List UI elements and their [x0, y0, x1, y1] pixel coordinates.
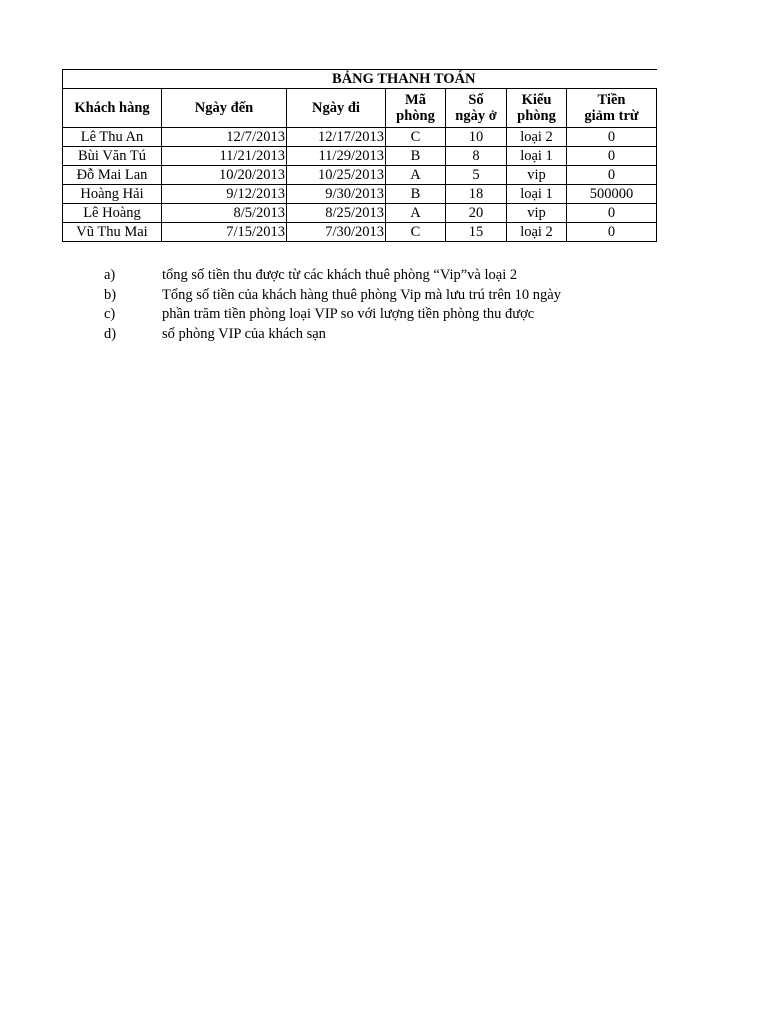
cell-room-code[interactable]: C	[386, 223, 446, 242]
cell-discount[interactable]: 0	[567, 223, 657, 242]
list-item	[104, 305, 561, 325]
cell-departure-date[interactable]: 9/30/2013	[287, 185, 386, 204]
table-row	[63, 166, 657, 185]
cell-arrival-date[interactable]: 12/7/2013	[162, 128, 287, 147]
list-item	[104, 266, 561, 286]
cell-room-code[interactable]: B	[386, 185, 446, 204]
table-title[interactable]: BẢNG THANH TOÁN	[63, 70, 657, 89]
cell-customer[interactable]: Bùi Văn Tú	[63, 147, 162, 166]
cell-room-code[interactable]: A	[386, 166, 446, 185]
cell-customer[interactable]: Đỗ Mai Lan	[63, 166, 162, 185]
cell-departure-date[interactable]: 12/17/2013	[287, 128, 386, 147]
table-row	[63, 204, 657, 223]
cell-customer[interactable]: Lê Thu An	[63, 128, 162, 147]
cell-room-type[interactable]: loại 1	[507, 147, 567, 166]
cell-departure-date[interactable]: 10/25/2013	[287, 166, 386, 185]
question-text: Tổng số tiền của khách hàng thuê phòng Vip mà lưu trú trên 10 ngày	[162, 286, 561, 303]
header-room-code[interactable]: Mã phòng	[386, 89, 446, 128]
cell-room-type[interactable]: loại 1	[507, 185, 567, 204]
cell-arrival-date[interactable]: 9/12/2013	[162, 185, 287, 204]
header-arrival-date[interactable]: Ngày đến	[162, 89, 287, 128]
table-row	[63, 223, 657, 242]
cell-room-type[interactable]: loại 2	[507, 128, 567, 147]
cell-room-type[interactable]: vip	[507, 166, 567, 185]
cell-discount[interactable]: 0	[567, 147, 657, 166]
spreadsheet-area	[62, 69, 656, 242]
table-header-row	[63, 89, 657, 128]
cell-customer[interactable]: Lê Hoàng	[63, 204, 162, 223]
cell-arrival-date[interactable]: 8/5/2013	[162, 204, 287, 223]
cell-days-stayed[interactable]: 8	[446, 147, 507, 166]
list-item	[104, 286, 561, 306]
cell-customer[interactable]: Vũ Thu Mai	[63, 223, 162, 242]
header-discount[interactable]: Tiền giảm trừ	[567, 89, 657, 128]
cell-discount[interactable]: 500000	[567, 185, 657, 204]
cell-days-stayed[interactable]: 20	[446, 204, 507, 223]
cell-departure-date[interactable]: 7/30/2013	[287, 223, 386, 242]
cell-days-stayed[interactable]: 5	[446, 166, 507, 185]
cell-arrival-date[interactable]: 7/15/2013	[162, 223, 287, 242]
question-text: tổng số tiền thu được từ các khách thuê phòng “Vip”và loại 2	[162, 267, 518, 283]
question-label: b)	[104, 286, 117, 303]
question-label: a)	[104, 267, 116, 283]
cell-customer[interactable]: Hoàng Hải	[63, 185, 162, 204]
header-customer[interactable]: Khách hàng	[63, 89, 162, 128]
cell-days-stayed[interactable]: 18	[446, 185, 507, 204]
cell-departure-date[interactable]: 11/29/2013	[287, 147, 386, 166]
cell-discount[interactable]: 0	[567, 128, 657, 147]
cell-departure-date[interactable]: 8/25/2013	[287, 204, 386, 223]
header-departure-date[interactable]: Ngày đi	[287, 89, 386, 128]
question-label: c)	[104, 306, 116, 322]
cell-days-stayed[interactable]: 10	[446, 128, 507, 147]
header-room-type[interactable]: Kiểu phòng	[507, 89, 567, 128]
table-row	[63, 185, 657, 204]
cell-days-stayed[interactable]: 15	[446, 223, 507, 242]
cell-arrival-date[interactable]: 10/20/2013	[162, 166, 287, 185]
table-title-row	[63, 70, 657, 89]
question-label: d)	[104, 325, 117, 342]
payment-table	[62, 69, 657, 242]
question-text: phần trăm tiền phòng loại VIP so với lượng tiền phòng thu được	[162, 306, 535, 322]
table-row	[63, 128, 657, 147]
cell-room-type[interactable]: loại 2	[507, 223, 567, 242]
cell-room-code[interactable]: A	[386, 204, 446, 223]
cell-room-code[interactable]: C	[386, 128, 446, 147]
table-row	[63, 147, 657, 166]
cell-room-type[interactable]: vip	[507, 204, 567, 223]
cell-arrival-date[interactable]: 11/21/2013	[162, 147, 287, 166]
question-list	[104, 266, 561, 344]
list-item	[104, 325, 561, 345]
cell-discount[interactable]: 0	[567, 166, 657, 185]
question-text: số phòng VIP của khách sạn	[162, 325, 326, 342]
header-days-stayed[interactable]: Số ngày ở	[446, 89, 507, 128]
cell-discount[interactable]: 0	[567, 204, 657, 223]
cell-room-code[interactable]: B	[386, 147, 446, 166]
